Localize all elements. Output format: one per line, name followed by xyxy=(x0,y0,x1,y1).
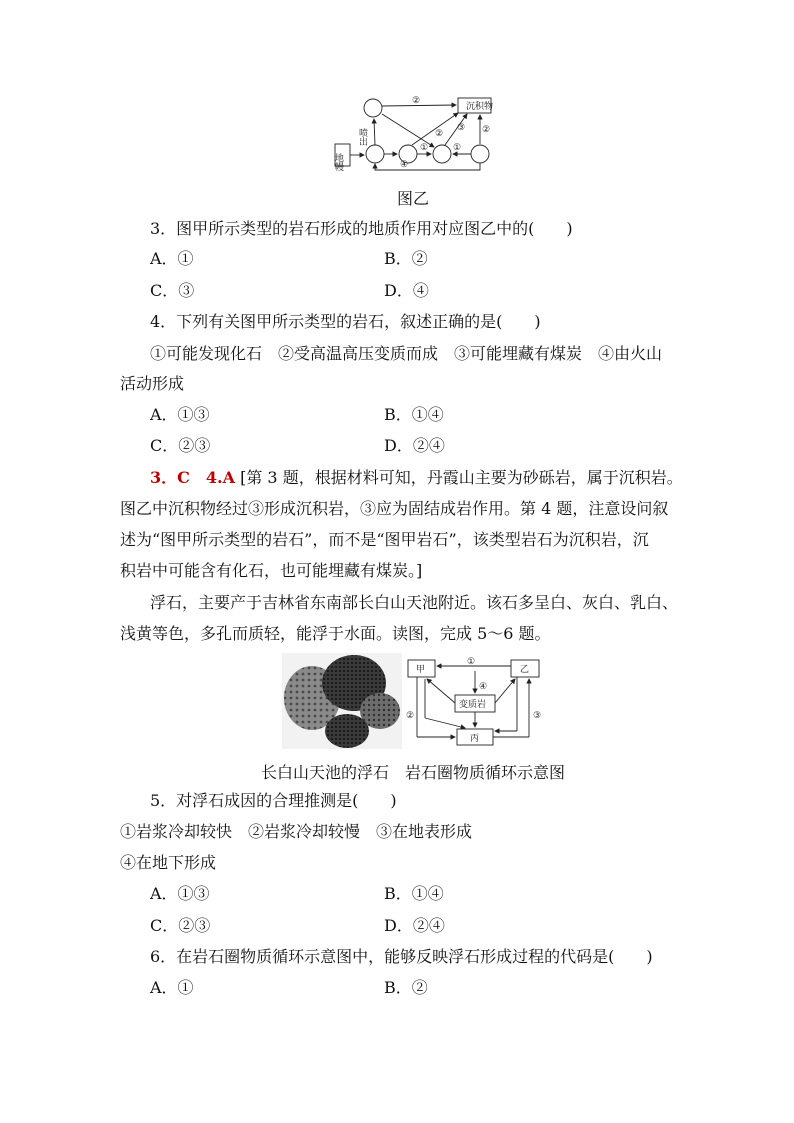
label-erupt: 喷出 xyxy=(357,128,367,146)
q3-option-b: B．② xyxy=(384,249,428,268)
q4-option-c: C．②③ xyxy=(150,436,211,455)
figure-caption-yi: 图乙 xyxy=(397,189,430,208)
answer-3-4-line4: 积岩中可能含有化石，也可能埋藏有煤炭。] xyxy=(120,561,423,580)
q3-option-a: A．① xyxy=(150,249,194,268)
label-n2b: ② xyxy=(435,129,444,139)
label-n1a: ① xyxy=(420,143,429,153)
answer-key: 3．C 4.A xyxy=(150,468,235,487)
answer-3-4-line3: 述为“图甲所示类型的岩石”，而不是“图甲岩石”，该类型岩石为沉积岩，沉 xyxy=(120,530,649,549)
label-n2c: ② xyxy=(482,125,491,135)
q4-stem: 4．下列有关图甲所示类型的岩石，叙述正确的是( ) xyxy=(150,312,541,331)
passage-5-6-line1: 浮石，主要产于吉林省东南部长白山天池附近。该石多呈白、灰白、乳白、 xyxy=(150,593,679,612)
q6-option-a: A．① xyxy=(150,978,194,997)
label-metamorphic: 变质岩 xyxy=(459,700,487,710)
figure-caption-5-6: 长白山天池的浮石 岩石圈物质循环示意图 xyxy=(261,763,566,782)
q4-option-d: D．②④ xyxy=(384,436,445,455)
label-n3: ③ xyxy=(457,123,466,133)
label-c3: ③ xyxy=(533,711,542,721)
label-bing: 丙 xyxy=(470,734,480,744)
rock-cycle-diagram-yi xyxy=(330,92,500,174)
q5-option-d: D．②④ xyxy=(384,916,445,935)
q3-stem: 3．图甲所示类型的岩石形成的地质作用对应图乙中的( ) xyxy=(150,219,573,238)
q6-option-b: B．② xyxy=(384,978,428,997)
answer-3-4-line2: 图乙中沉积物经过③形成沉积岩，③应为固结成岩作用。第 4 题，注意设问叙 xyxy=(120,499,669,518)
label-c1: ① xyxy=(467,657,476,667)
label-n2a: ② xyxy=(412,96,421,106)
q4-option-a: A．①③ xyxy=(150,405,210,424)
q5-option-a: A．①③ xyxy=(150,884,210,903)
label-c2: ② xyxy=(406,711,415,721)
q4-options-line1: ①可能发现化石 ②受高温高压变质而成 ③可能埋藏有煤炭 ④由火山 xyxy=(150,344,663,363)
answer-3-4-line1 xyxy=(150,468,683,488)
pumice-photo xyxy=(282,653,402,749)
q4-option-b: B．①④ xyxy=(384,405,444,424)
label-n4: ④ xyxy=(400,160,409,170)
node-magma xyxy=(366,145,384,163)
q5-option-b: B．①④ xyxy=(384,884,444,903)
label-sediment: 沉积物 xyxy=(466,102,494,112)
label-jia: 甲 xyxy=(416,665,426,675)
q6-stem: 6．在岩石圈物质循环示意图中，能够反映浮石形成过程的代码是( ) xyxy=(150,947,653,966)
q5-stem: 5．对浮石成因的合理推测是( ) xyxy=(150,791,397,810)
node-right xyxy=(471,145,489,163)
label-yi: 乙 xyxy=(520,665,530,675)
passage-5-6-line2: 浅黄等色，多孔而质轻，能浮于水面。读图，完成 5～6 题。 xyxy=(120,624,551,643)
rock-cycle-schematic xyxy=(405,656,551,748)
q3-option-c: C．③ xyxy=(150,281,195,300)
label-mantle: 地幔 xyxy=(333,153,343,171)
node-top-left xyxy=(364,99,382,117)
answer-3-4-text: [第 3 题，根据材料可知，丹霞山主要为砂砾岩，属于沉积岩。 xyxy=(240,468,683,487)
q5-option-c: C．②③ xyxy=(150,916,211,935)
q5-options-line2: ④在地下形成 xyxy=(120,853,217,872)
q3-option-d: D．④ xyxy=(384,281,429,300)
q5-options-line1: ①岩浆冷却较快 ②岩浆冷却较慢 ③在地表形成 xyxy=(120,822,473,841)
node-mid-2 xyxy=(433,145,451,163)
q4-options-line2: 活动形成 xyxy=(120,374,185,393)
label-n1b: ① xyxy=(453,143,462,153)
label-c4: ④ xyxy=(479,682,488,692)
